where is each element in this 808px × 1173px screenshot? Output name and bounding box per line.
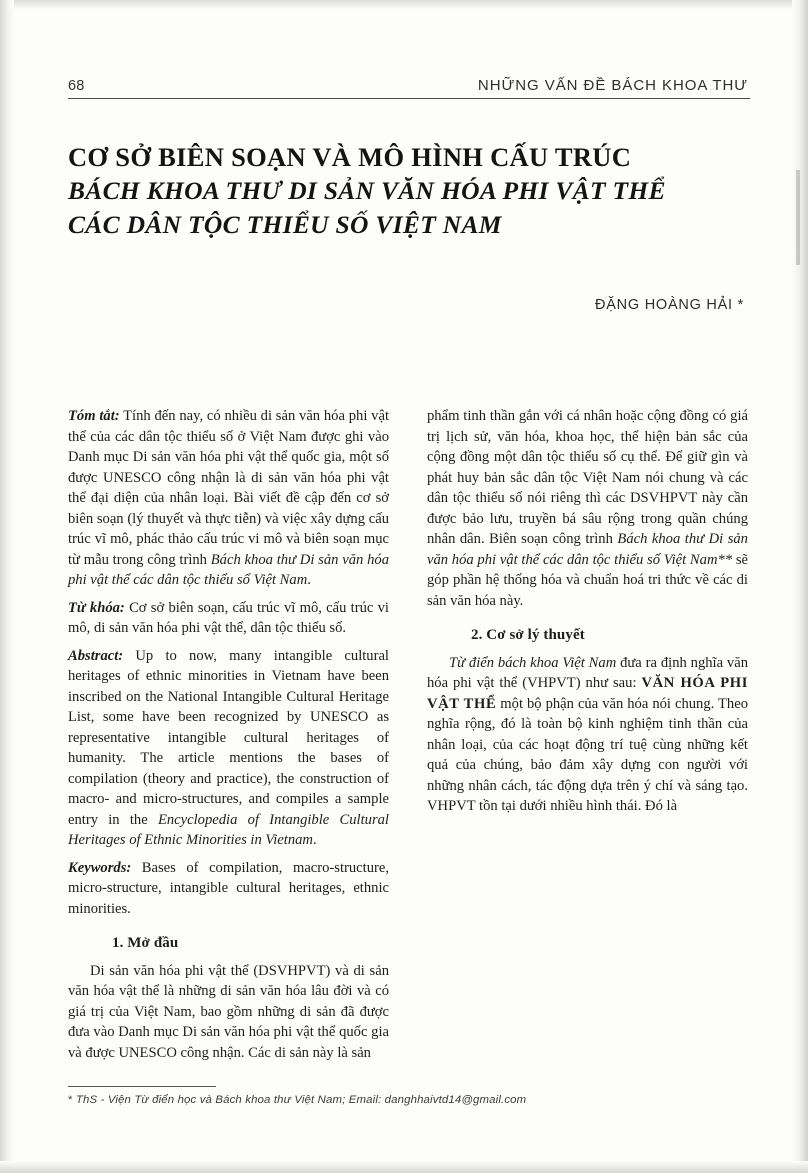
section-1-p1-work-title: Bách khoa thư Di sản văn hóa phi vật thể các dân tộc thiểu số Việt Nam [427, 531, 748, 568]
keywords-vi-label: Từ khóa: [68, 599, 125, 616]
abstract-vi-text-b: . [307, 572, 311, 588]
abstract-vi-text-a: Tính đến nay, có nhiều di sản văn hóa phi vật thể của các dân tộc thiểu số ở Việt Nam được ghi vào Danh mục Di sản văn hóa phi vật thể quốc gia, một số được UNESCO công nhận là di sản văn hóa phi vật thể đại diện của nhân loại. Bài viết đề cập đến cơ sở biên soạn (lý thuyết và thực tiễn) và việc xây dựng cấu trúc vĩ mô, phác thảo cấu trúc vi mô và biên soạn mục từ mẫu trong công trình [68, 408, 389, 568]
abstract-vietnamese [68, 406, 389, 591]
section-2-p1-term: VĂN HÓA PHI VẬT THỂ [427, 675, 749, 712]
section-1-paragraph-1 [427, 406, 748, 611]
article-title [68, 140, 744, 242]
abstract-en-work-title: Encyclopedia of Intangible Cultural Heritages of Ethnic Minorities in Vietnam [68, 811, 389, 848]
scan-edge-bottom [0, 1161, 808, 1173]
running-title: NHỮNG VẤN ĐỀ BÁCH KHOA THƯ [477, 77, 748, 94]
article-title-line-1: CƠ SỞ BIÊN SOẠN VÀ MÔ HÌNH CẤU TRÚC [68, 142, 632, 172]
header-divider [68, 98, 750, 99]
footnote-marker: * [68, 1094, 73, 1106]
keywords-en-label: Keywords: [68, 859, 132, 876]
column-right [427, 406, 748, 1066]
keywords-vietnamese [68, 598, 389, 639]
section-1-p1-note-marker: ** [717, 551, 733, 568]
abstract-vi-work-title: Bách khoa thư Di sản văn hóa phi vật thể các dân tộc thiểu số Việt Nam [68, 551, 389, 588]
keywords-vi-text: Cơ sở biên soạn, cấu trúc vĩ mô, cấu trúc vi mô, di sản văn hóa phi vật thể, dân tộc thiểu số. [68, 599, 389, 636]
keywords-english [68, 858, 389, 920]
scan-edge-left [0, 0, 14, 1173]
abstract-english [68, 646, 389, 851]
page-number: 68 [68, 78, 85, 94]
keywords-en-text: Bases of compilation, macro-structure, micro-structure, intangible cultural heritages, ethnic minorities. [68, 859, 389, 917]
section-2-paragraph-1 [427, 653, 748, 817]
scan-edge-top [0, 0, 808, 10]
scan-edge-right [792, 0, 808, 1173]
section-2-p1-text-b: một bộ phận của văn hóa nói chung. Theo nghĩa rộng, đó là toàn bộ kinh nghiệm tinh thần của nhân loại, của các hoạt động trí tuệ cùng những kết quả của chúng, bảo đảm xây dựng con người với những nhân cách, tác động dựa trên ý chí và sáng tạo. VHPVT tồn tại dưới nhiều hình thái. Đó là [427, 695, 748, 814]
author-name: ĐẶNG HOÀNG HẢI * [595, 297, 744, 313]
column-left [68, 406, 389, 1066]
section-1-p1-text-b: sẽ góp phần hệ thống hóa và chuẩn hoá tri thức về các di sản văn hóa này. [427, 551, 748, 609]
scan-spine-artifact [796, 170, 800, 265]
section-heading-2: 2. Cơ sở lý thuyết [471, 627, 585, 643]
footnote-divider [68, 1086, 216, 1087]
section-2-p1-work-title: Từ điển bách khoa Việt Nam [449, 654, 617, 671]
abstract-en-text-b: . [312, 832, 317, 848]
abstract-en-text-a: Up to now, many intangible cultural heritages of ethnic minorities in Vietnam have been inscribed on the National Intangible Cultural Heritage List, some have been recognized by UNESCO as representative intangible cultural heritages of humanity. The article mentions the bases of compilation (theory and practice), the construction of macro- and micro-structures, and compiles a sample entry in the [68, 647, 389, 828]
abstract-vi-label: Tóm tắt: [68, 408, 120, 424]
footnote [68, 1094, 748, 1106]
footnote-text: ThS - Viện Từ điển học và Bách khoa thư Việt Nam; Email: danghhaivtd14@gmail.com [72, 1094, 527, 1106]
section-1-paragraph-1 [68, 961, 389, 1064]
section-2-p1-text-a: đưa ra định nghĩa văn hóa phi vật thể (VHPVT) như sau: [427, 654, 748, 691]
section-1-p1-text-a: Di sản văn hóa phi vật thể (DSVHPVT) và di sản văn hóa vật thể là những di sản văn hóa lâu đời và có giá trị của Việt Nam, bao gồm những di sản đã được đưa vào Danh mục Di sản văn hóa phi vật thể quốc gia và được UNESCO công nhận. Các di sản này là sản [68, 962, 389, 1061]
section-heading-1: 1. Mở đầu [112, 935, 179, 951]
article-title-line-3: CÁC DÂN TỘC THIỂU SỐ VIỆT NAM [68, 210, 502, 239]
section-1-p1-text-a: phẩm tinh thần gắn với cá nhân hoặc cộng đồng có giá trị lịch sử, văn hóa, khoa học, thể hiện bản sắc của cộng đồng một dân tộc thiểu số cụ thể. Để giữ gìn và phát huy bản sắc dân tộc Việt Nam nói chung và các dân tộc thiểu số nói riêng thì các DSVHPVT này cần được bảo lưu, truyền bá sâu rộng trong quần chúng nhân dân. Biên soạn công trình [427, 408, 748, 547]
body-columns [68, 406, 748, 1066]
abstract-en-label: Abstract: [68, 647, 124, 664]
running-head [68, 70, 748, 94]
article-title-line-2: BÁCH KHOA THƯ DI SẢN VĂN HÓA PHI VẬT THỂ [68, 176, 666, 205]
